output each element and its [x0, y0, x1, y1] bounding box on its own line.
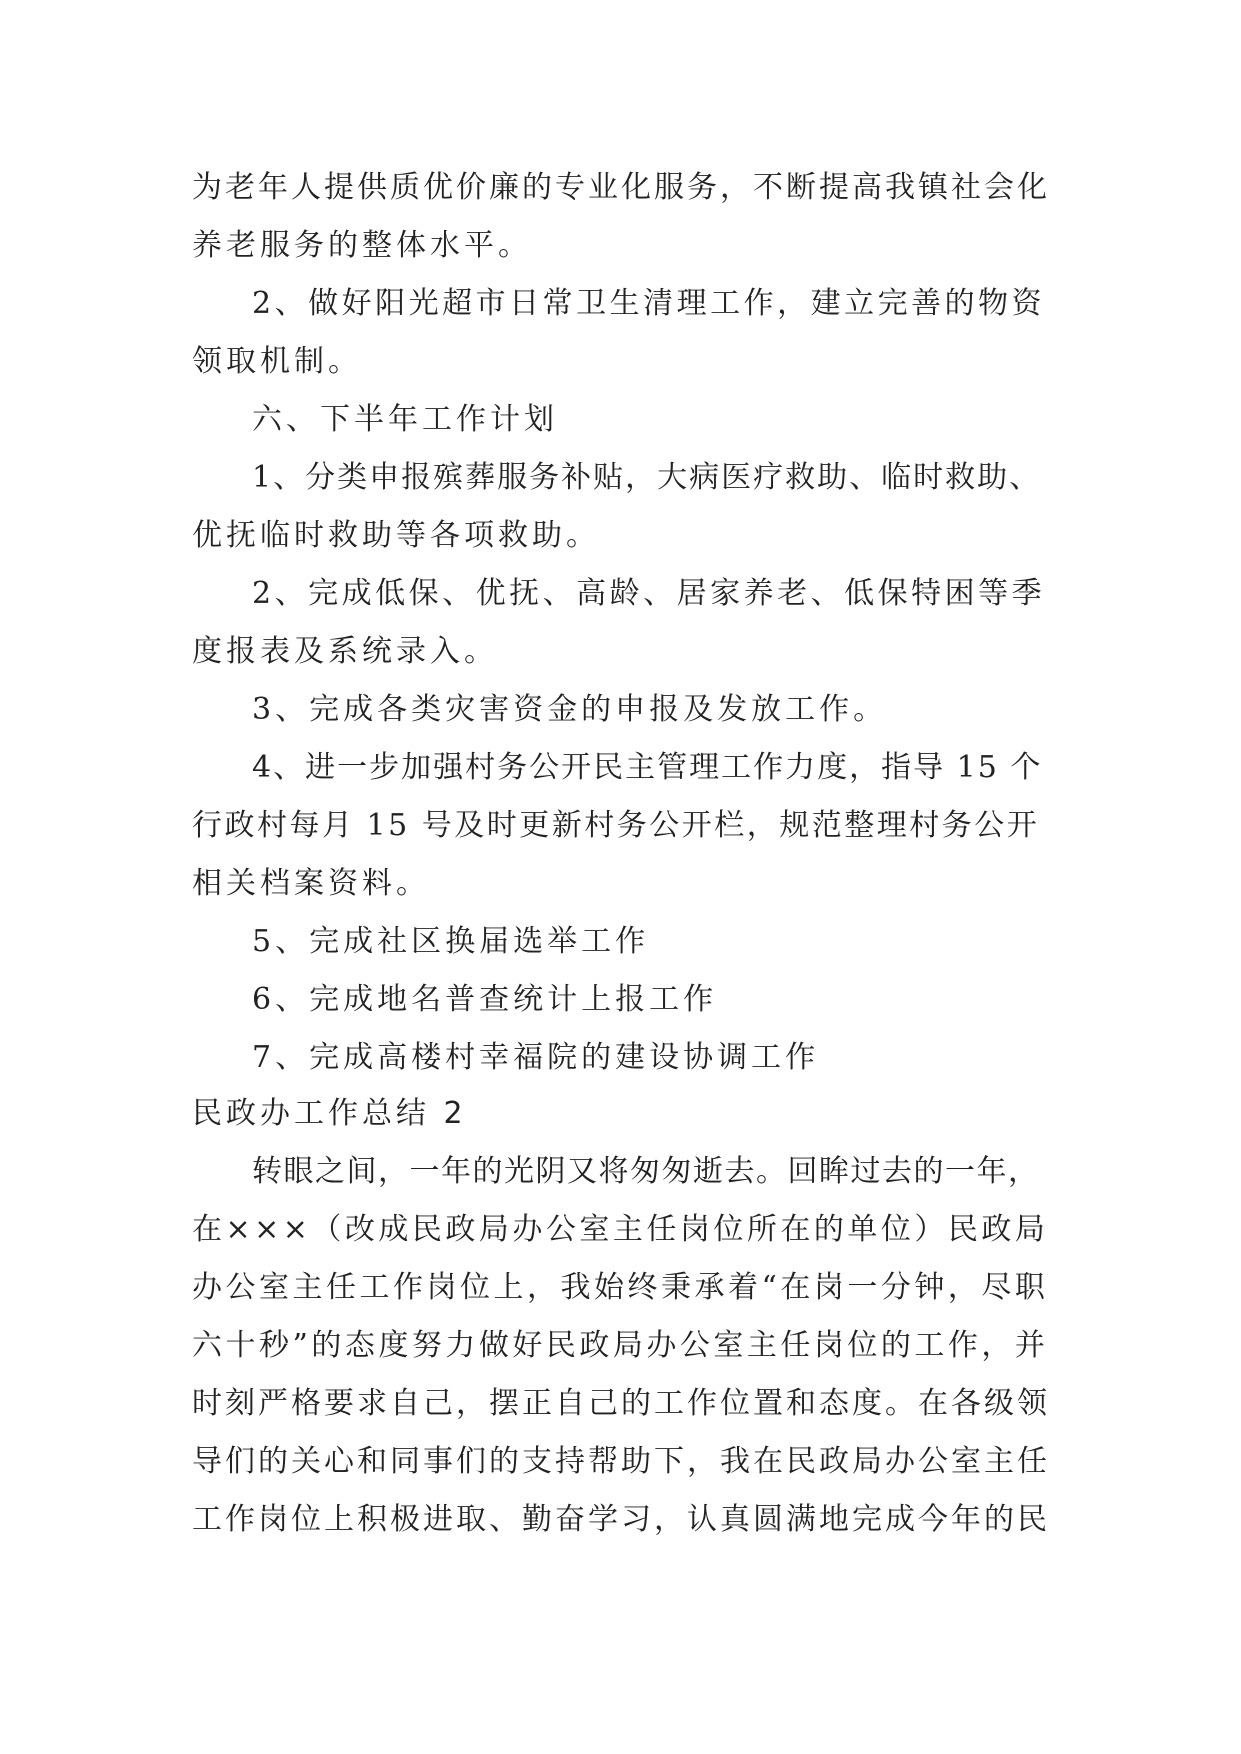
text-line: 时刻严格要求自己，摆正自己的工作位置和态度。在各级领	[192, 1386, 1050, 1421]
text-line: 行政村每月 15 号及时更新村务公开栏，规范整理村务公开	[192, 808, 1040, 843]
text-line: 工作岗位上积极进取、勤奋学习，认真圆满地完成今年的民	[192, 1502, 1050, 1537]
text-line: 4、进一步加强村务公开民主管理工作力度，指导 15 个	[252, 750, 1043, 785]
text-line: 导们的关心和同事们的支持帮助下，我在民政局办公室主任	[192, 1444, 1050, 1479]
text-line: 1、分类申报殡葬服务补贴，大病医疗救助、临时救助、	[252, 460, 1042, 495]
text-line: 优抚临时救助等各项救助。	[192, 518, 600, 553]
text-line: 6、完成地名普查统计上报工作	[252, 982, 718, 1017]
text-line: 2、做好阳光超市日常卫生清理工作，建立完善的物资	[252, 286, 1046, 321]
text-line: 7、完成高楼村幸福院的建设协调工作	[252, 1040, 820, 1075]
text-line: 3、完成各类灾害资金的申报及发放工作。	[252, 692, 888, 727]
section-heading: 六、下半年工作计划	[252, 402, 558, 437]
text-line: 转眼之间，一年的光阴又将匆匆逝去。回眸过去的一年，	[252, 1154, 1040, 1189]
text-line: 六十秒”的态度努力做好民政局办公室主任岗位的工作，并	[192, 1328, 1049, 1363]
text-line: 领取机制。	[192, 344, 362, 379]
text-line: 度报表及系统录入。	[192, 634, 498, 669]
text-line: 办公室主任工作岗位上，我始终秉承着“在岗一分钟，尽职	[192, 1270, 1049, 1305]
text-line: 为老年人提供质优价廉的专业化服务，不断提高我镇社会化	[192, 170, 1050, 205]
text-line: 2、完成低保、优抚、高龄、居家养老、低保特困等季	[252, 576, 1046, 611]
text-line: 相关档案资料。	[192, 866, 430, 901]
text-line: 在×××（改成民政局办公室主任岗位所在的单位）民政局	[192, 1212, 1049, 1247]
text-line: 5、完成社区换届选举工作	[252, 924, 650, 959]
text-line: 养老服务的整体水平。	[192, 228, 532, 263]
document-title: 民政办工作总结 2	[192, 1096, 467, 1131]
